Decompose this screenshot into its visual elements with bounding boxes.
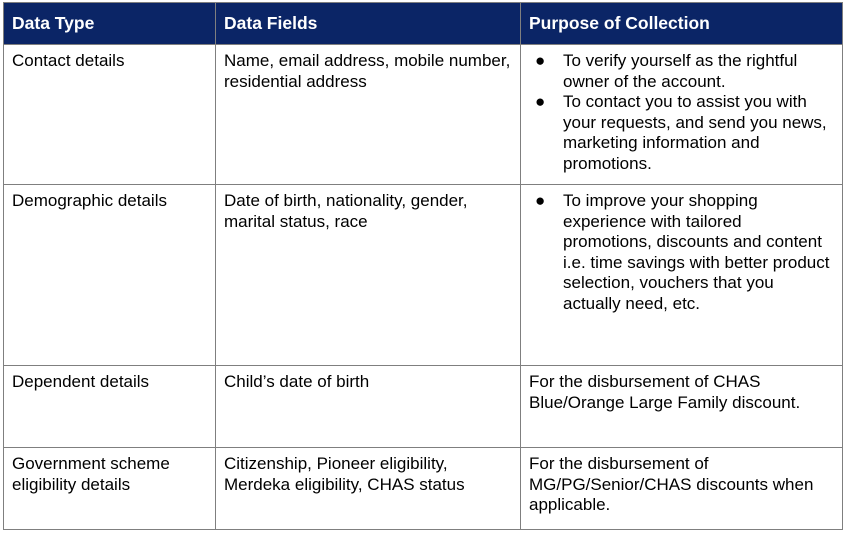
purpose-item: ● To improve your shopping experience with tailored promotions, discounts and content i.e. time savings with better product selection, vouchers that you actually need, etc.: [529, 191, 834, 314]
purpose-list: [529, 191, 834, 314]
purpose-item: ● To verify yourself as the rightful owner of the account.: [535, 51, 798, 91]
cell-data-fields: Child’s date of birth: [216, 366, 521, 448]
purpose-list: [529, 51, 834, 174]
table-header-row: [4, 3, 843, 45]
table-row: [4, 366, 843, 448]
cell-data-fields: Citizenship, Pioneer eligibility, Merdeka eligibility, CHAS status: [216, 448, 521, 530]
cell-data-type: Dependent details: [4, 366, 216, 448]
purpose-extra-note: i.e. time savings with better product selection, vouchers that you actually need, etc.: [563, 252, 830, 313]
header-purpose: Purpose of Collection: [521, 3, 843, 45]
cell-data-fields: Name, email address, mobile number, residential address: [216, 45, 521, 185]
bullet-icon: ●: [535, 51, 546, 70]
cell-data-type: Demographic details: [4, 185, 216, 366]
table-row: [4, 448, 843, 530]
cell-data-type: Contact details: [4, 45, 216, 185]
purpose-item: ● To contact you to assist you with your requests, and send you news, marketing information and promotions.: [535, 92, 827, 173]
table-row: [4, 45, 843, 185]
cell-purpose: [521, 45, 843, 185]
bullet-icon: ●: [535, 191, 546, 210]
cell-purpose: [521, 185, 843, 366]
header-data-type: Data Type: [4, 3, 216, 45]
bullet-icon: ●: [535, 92, 546, 111]
header-data-fields: Data Fields: [216, 3, 521, 45]
table-row: [4, 185, 843, 366]
cell-data-fields: Date of birth, nationality, gender, marital status, race: [216, 185, 521, 366]
cell-data-type: Government scheme eligibility details: [4, 448, 216, 530]
cell-purpose: For the disbursement of MG/PG/Senior/CHAS discounts when applicable.: [521, 448, 843, 530]
data-collection-table: [3, 2, 843, 530]
cell-purpose: For the disbursement of CHAS Blue/Orange Large Family discount.: [521, 366, 843, 448]
